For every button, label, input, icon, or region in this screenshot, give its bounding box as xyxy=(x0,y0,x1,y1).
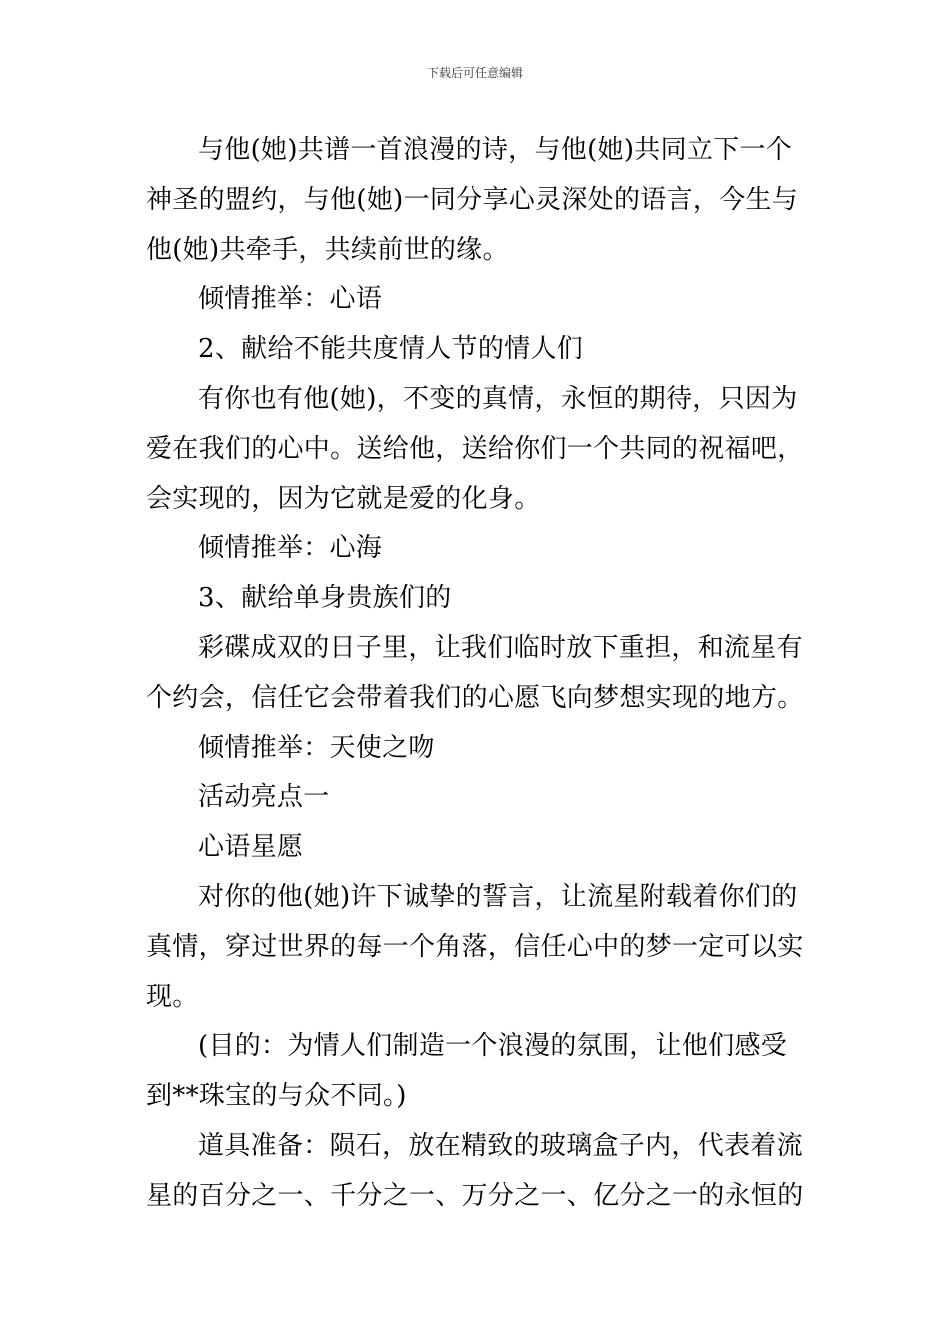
document-body xyxy=(146,126,806,1222)
paragraph: 道具准备：陨石，放在精致的玻璃盒子内，代表着流星的百分之一、千分之一、万分之一、亿分之一的永恒的 xyxy=(146,1130,804,1211)
paragraph: 2、献给不能共度情人节的情人们 xyxy=(198,334,584,365)
paragraph: 有你也有他(她)，不变的真情，永恒的期待，只因为爱在我们的心中。送给他，送给你们一个共同的祝福吧，会实现的，因为它就是爱的化身。 xyxy=(146,383,804,514)
paragraph: 倾情推举：心海 xyxy=(198,533,383,564)
paragraph: 对你的他(她)许下诚挚的誓言，让流星附载着你们的真情，穿过世界的每一个角落，信任心中的梦一定可以实现。 xyxy=(146,881,804,1012)
page-header: 下载后可任意编辑 xyxy=(426,66,523,80)
paragraph: 3、献给单身贵族们的 xyxy=(198,583,452,614)
paragraph: 彩碟成双的日子里，让我们临时放下重担，和流星有个约会，信任它会带着我们的心愿飞向梦想实现的地方。 xyxy=(146,632,804,713)
paragraph: 活动亮点一 xyxy=(198,782,330,813)
paragraph: (目的：为情人们制造一个浪漫的氛围，让他们感受到**珠宝的与众不同。) xyxy=(146,1031,788,1112)
paragraph: 倾情推举：心语 xyxy=(198,284,383,315)
paragraph: 与他(她)共谱一首浪漫的诗，与他(她)共同立下一个神圣的盟约，与他(她)一同分享心灵深处的语言，今生与他(她)共牵手，共续前世的缘。 xyxy=(146,135,799,265)
paragraph: 心语星愿 xyxy=(198,832,304,863)
paragraph: 倾情推举：天使之吻 xyxy=(198,732,435,763)
